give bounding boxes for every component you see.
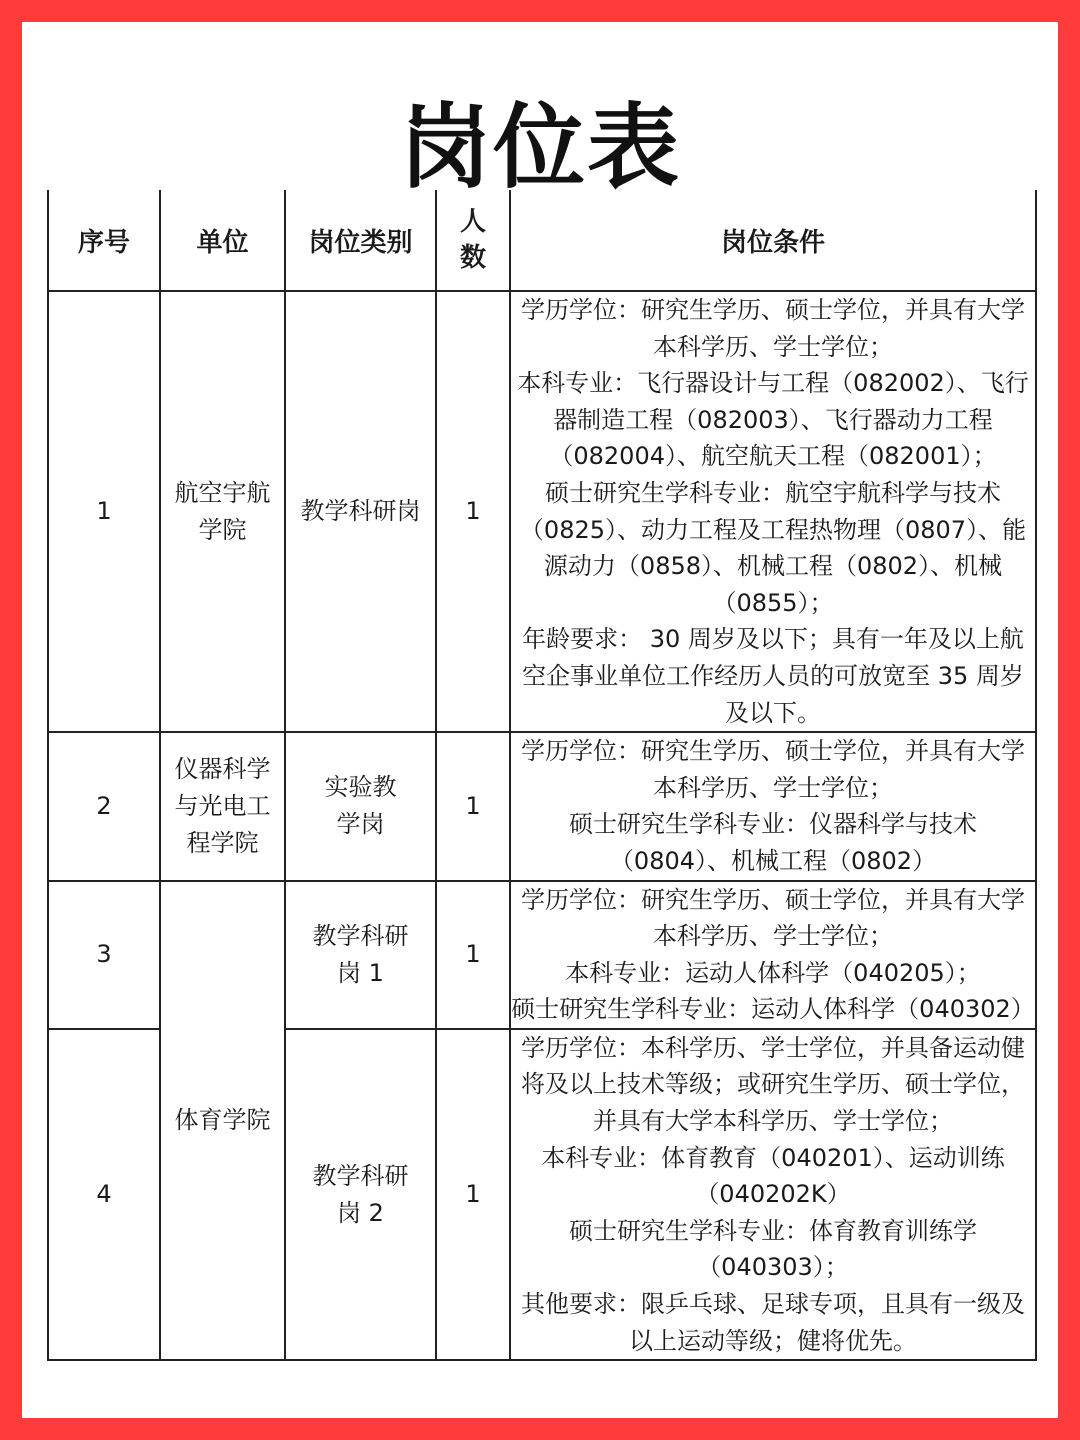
condition-line: 本科专业：运动人体科学（040205）；: [565, 958, 981, 987]
condition-line: 硕士研究生学科专业：体育教育训练学（040303）；: [569, 1216, 977, 1282]
row-index: 1: [48, 291, 160, 732]
row-conditions: [510, 291, 1036, 732]
condition-line: 硕士研究生学科专业：航空宇航科学与技术（0825）、动力工程及工程热物理（0807）、能源动力（0858）、机械工程（0802）、机械（0855）；: [519, 478, 1027, 617]
row-count: 1: [436, 881, 510, 1029]
condition-line: 硕士研究生学科专业：仪器科学与技术（0804）、机械工程（0802）: [569, 810, 977, 875]
row-category: 教学科研岗: [285, 291, 436, 732]
header-count: [436, 190, 510, 291]
header-conditions: 岗位条件: [510, 190, 1036, 291]
condition-line: 其他要求：限乒乓球、足球专项，且具有一级及以上运动等级；健将优先。: [521, 1290, 1025, 1355]
table-row: [48, 291, 1036, 732]
row-index: 2: [48, 732, 160, 880]
row-count: 1: [436, 732, 510, 880]
table-row: [48, 732, 1036, 880]
row-category: 实验教学岗: [285, 732, 436, 880]
header-index: 序号: [48, 190, 160, 291]
poster-card: [22, 22, 1058, 1418]
condition-line: 本科专业：飞行器设计与工程（082002）、飞行器制造工程（082003）、飞行器动力工程（082004）、航空航天工程（082001）；: [517, 369, 1029, 471]
header-count-top: 人: [459, 207, 486, 237]
row-category: 教学科研岗 1: [285, 881, 436, 1029]
row-unit: 体育学院: [160, 881, 285, 1361]
row-conditions: [510, 881, 1036, 1029]
job-table: [47, 190, 1037, 1361]
table-header-row: [48, 190, 1036, 291]
condition-line: 本科专业：体育教育（040201）、运动训练（040202K）: [541, 1143, 1005, 1209]
page-title: 岗位表: [398, 94, 681, 201]
header-unit: 单位: [160, 190, 285, 291]
condition-line: 硕士研究生学科专业：运动人体科学（040302）: [511, 995, 1035, 1024]
condition-line: 学历学位：研究生学历、硕士学位，并具有大学本科学历、学士学位；: [521, 296, 1025, 361]
row-unit: 仪器科学与光电工程学院: [160, 732, 285, 880]
row-index: 3: [48, 881, 160, 1029]
header-count-bottom: 数: [459, 243, 486, 273]
condition-line: 学历学位：本科学历、学士学位，并具备运动健将及以上技术等级；或研究生学历、硕士学位，并具有大学本科学历、学士学位；: [521, 1033, 1025, 1136]
row-conditions: [510, 1029, 1036, 1360]
row-index: 4: [48, 1029, 160, 1360]
condition-line: 学历学位：研究生学历、硕士学位，并具有大学本科学历、学士学位；: [521, 737, 1025, 802]
condition-line: 年龄要求： 30 周岁及以下；具有一年及以上航空企事业单位工作经历人员的可放宽至 35 周岁及以下。: [522, 625, 1024, 727]
table-row: [48, 881, 1036, 1029]
header-category: 岗位类别: [285, 190, 436, 291]
row-unit: 航空宇航学院: [160, 291, 285, 732]
condition-line: 学历学位：研究生学历、硕士学位，并具有大学本科学历、学士学位；: [521, 885, 1025, 951]
row-conditions: [510, 732, 1036, 880]
row-category: 教学科研岗 2: [285, 1029, 436, 1360]
row-count: 1: [436, 1029, 510, 1360]
row-count: 1: [436, 291, 510, 732]
